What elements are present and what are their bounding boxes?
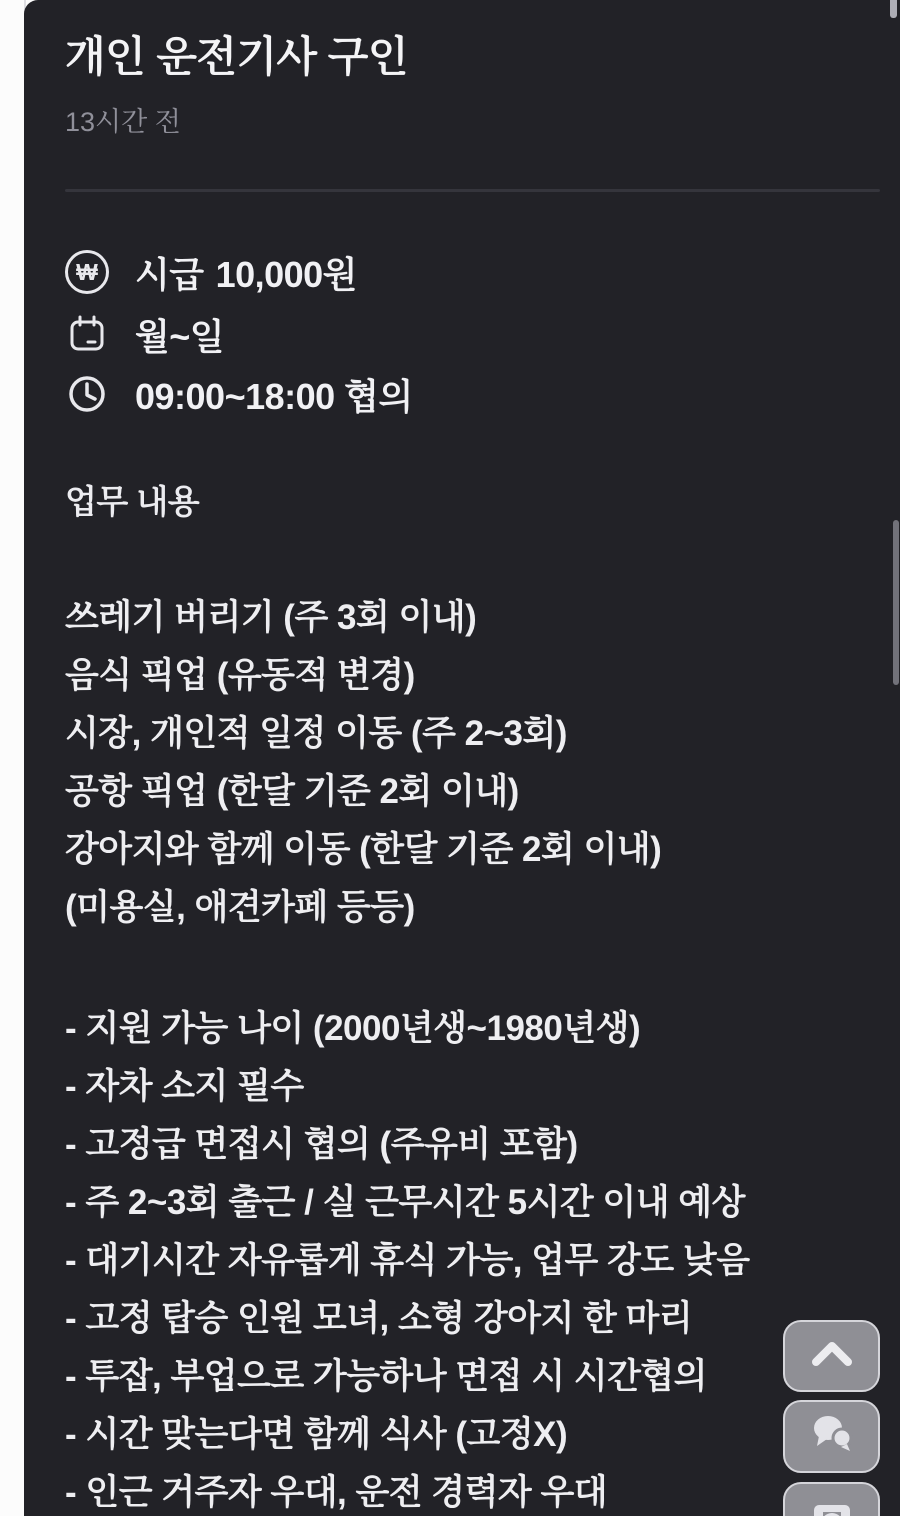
- clock-icon: [65, 372, 109, 416]
- screenshot-left-margin: [0, 0, 26, 1516]
- posted-time: 13시간 전: [65, 107, 181, 137]
- wage-row: [65, 244, 357, 300]
- work-days-row: [65, 306, 224, 362]
- work-days-value: 월~일: [135, 315, 225, 357]
- condition-item: - 대기시간 자유롭게 휴식 가능, 업무 강도 낮음: [65, 1241, 750, 1280]
- phone-icon: [806, 1494, 858, 1516]
- page-title: 개인 운전기사 구인: [65, 33, 408, 80]
- duty-item: 강아지와 함께 이동 (한달 기준 2회 이내): [65, 830, 662, 869]
- condition-item: - 자차 소지 필수: [65, 1067, 304, 1106]
- call-button[interactable]: [783, 1482, 880, 1516]
- duties-heading: 업무 내용: [65, 483, 200, 520]
- wage-value: 시급 10,000원: [135, 253, 357, 295]
- calendar-icon: [65, 312, 109, 356]
- chat-bubbles-icon: [806, 1410, 858, 1463]
- condition-item: - 주 2~3회 출근 / 실 근무시간 5시간 이내 예상: [65, 1183, 745, 1222]
- duties-list: [65, 589, 875, 937]
- duty-item: 쓰레기 버리기 (주 3회 이내): [65, 598, 477, 637]
- condition-item: - 시간 맞는다면 함께 식사 (고정X): [65, 1415, 568, 1454]
- won-circle-icon: ₩: [65, 250, 109, 294]
- work-hours-value: 09:00~18:00 협의: [135, 375, 413, 417]
- duty-item: (미용실, 애견카페 등등): [65, 888, 415, 927]
- condition-item: - 고정 탑승 인원 모녀, 소형 강아지 한 마리: [65, 1299, 693, 1338]
- duty-item: 공항 픽업 (한달 기준 2회 이내): [65, 772, 519, 811]
- work-hours-row: [65, 366, 413, 422]
- duty-item: 시장, 개인적 일정 이동 (주 2~3회): [65, 714, 567, 753]
- duty-item: 음식 픽업 (유동적 변경): [65, 656, 415, 695]
- job-post-page: [24, 0, 900, 1516]
- condition-item: - 지원 가능 나이 (2000년생~1980년생): [65, 1009, 641, 1048]
- chat-button[interactable]: [783, 1400, 880, 1473]
- divider: [65, 189, 880, 192]
- condition-item: - 투잡, 부업으로 가능하나 면접 시 시간협의: [65, 1357, 707, 1396]
- condition-item: - 고정급 면접시 협의 (주유비 포함): [65, 1125, 578, 1164]
- scrollbar-thumb[interactable]: [893, 520, 899, 685]
- conditions-list: [65, 1000, 875, 1516]
- chevron-up-icon: [806, 1335, 858, 1378]
- condition-item: - 인근 거주자 우대, 운전 경력자 우대: [65, 1473, 608, 1512]
- scrollbar-remnant: [890, 0, 897, 18]
- scroll-to-top-button[interactable]: [783, 1320, 880, 1392]
